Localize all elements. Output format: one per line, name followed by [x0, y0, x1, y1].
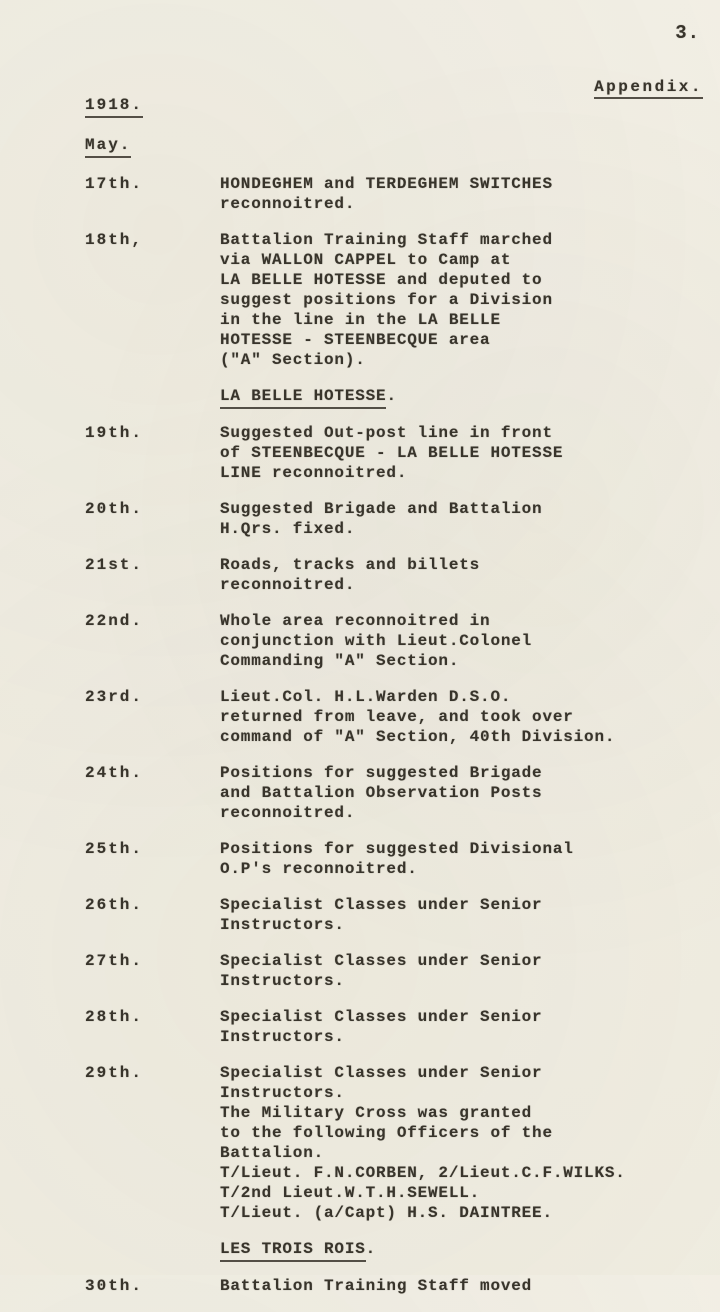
year-label-text: 1918.	[85, 95, 143, 118]
diary-entry	[85, 1007, 720, 1047]
entry-date: 28th.	[85, 1008, 144, 1026]
entry-date: 29th.	[85, 1064, 144, 1082]
entry-line: Battalion Training Staff moved	[220, 1277, 533, 1295]
entry-line: of STEENBECQUE - LA BELLE HOTESSE	[220, 444, 564, 462]
entry-date: 17th.	[85, 175, 144, 193]
entry-line: Positions for suggested Brigade	[220, 764, 543, 782]
entry-text	[220, 230, 720, 370]
diary-content	[85, 95, 720, 1312]
entry-text	[220, 951, 720, 991]
entry-text	[220, 1276, 720, 1296]
entry-line: LA BELLE HOTESSE and deputed to	[220, 271, 543, 289]
entry-date: 23rd.	[85, 688, 144, 706]
entry-line: T/Lieut. F.N.CORBEN, 2/Lieut.C.F.WILKS.	[220, 1164, 626, 1182]
entry-date: 24th.	[85, 764, 144, 782]
entry-line: Instructors.	[220, 1084, 345, 1102]
entry-date: 22nd.	[85, 612, 144, 630]
entry-line: Suggested Out-post line in front	[220, 424, 553, 442]
diary-entry	[85, 230, 720, 370]
section-heading-text: LES TROIS ROIS	[220, 1239, 366, 1262]
entry-date: 19th.	[85, 424, 144, 442]
month-label	[85, 135, 720, 158]
section-heading: LA BELLE HOTESSE.	[220, 386, 720, 409]
entry-text	[220, 499, 720, 539]
entry-line: conjunction with Lieut.Colonel	[220, 632, 533, 650]
diary-entry	[85, 895, 720, 935]
entry-line: Lieut.Col. H.L.Warden D.S.O.	[220, 688, 512, 706]
entry-line: reconnoitred.	[220, 576, 356, 594]
entry-date: 30th.	[85, 1277, 144, 1295]
section-heading: LES TROIS ROIS.	[220, 1239, 720, 1262]
diary-entry	[85, 499, 720, 539]
entry-line: Battalion.	[220, 1144, 325, 1162]
entry-line: Commanding "A" Section.	[220, 652, 460, 670]
entry-line: via WALLON CAPPEL to Camp at	[220, 251, 512, 269]
entry-line: Specialist Classes under Senior	[220, 1064, 543, 1082]
entry-line: command of "A" Section, 40th Division.	[220, 728, 616, 746]
entry-line: Instructors.	[220, 916, 345, 934]
entry-line: reconnoitred.	[220, 195, 356, 213]
entry-line: LINE reconnoitred.	[220, 464, 408, 482]
entry-line: H.Qrs. fixed.	[220, 520, 356, 538]
diary-entries	[85, 174, 720, 1296]
diary-entry	[85, 763, 720, 823]
entry-line: Specialist Classes under Senior	[220, 1008, 543, 1026]
entry-text	[220, 423, 720, 483]
entry-line: O.P's reconnoitred.	[220, 860, 418, 878]
diary-entry	[85, 174, 720, 214]
entry-text	[220, 1063, 720, 1223]
entry-date: 27th.	[85, 952, 144, 970]
entry-date: 26th.	[85, 896, 144, 914]
entry-line: HONDEGHEM and TERDEGHEM SWITCHES	[220, 175, 553, 193]
entry-line: Specialist Classes under Senior	[220, 896, 543, 914]
entry-date: 18th,	[85, 231, 144, 249]
diary-entry	[85, 1063, 720, 1223]
entry-text	[220, 611, 720, 671]
entry-line: reconnoitred.	[220, 804, 356, 822]
entry-line: Positions for suggested Divisional	[220, 840, 574, 858]
entry-date: 20th.	[85, 500, 144, 518]
appendix-label-text: Appendix.	[594, 78, 703, 99]
diary-entry	[85, 839, 720, 879]
year-label	[85, 95, 720, 118]
entry-line: T/2nd Lieut.W.T.H.SEWELL.	[220, 1184, 481, 1202]
entry-line: T/Lieut. (a/Capt) H.S. DAINTREE.	[220, 1204, 553, 1222]
diary-entry	[85, 1276, 720, 1296]
diary-entry	[85, 555, 720, 595]
entry-line: returned from leave, and took over	[220, 708, 574, 726]
entry-line: Instructors.	[220, 972, 345, 990]
entry-line: to the following Officers of the	[220, 1124, 553, 1142]
entry-text	[220, 839, 720, 879]
entry-line: Specialist Classes under Senior	[220, 952, 543, 970]
entry-text	[220, 555, 720, 595]
entry-line: HOTESSE - STEENBECQUE area	[220, 331, 491, 349]
entry-text	[220, 895, 720, 935]
entry-line: suggest positions for a Division	[220, 291, 553, 309]
section-heading-text: LA BELLE HOTESSE	[220, 386, 386, 409]
diary-entry	[85, 611, 720, 671]
entry-line: and Battalion Observation Posts	[220, 784, 543, 802]
entry-line: Instructors.	[220, 1028, 345, 1046]
diary-entry	[85, 687, 720, 747]
entry-date: 25th.	[85, 840, 144, 858]
entry-text	[220, 1007, 720, 1047]
entry-line: in the line in the LA BELLE	[220, 311, 501, 329]
entry-line: Battalion Training Staff marched	[220, 231, 553, 249]
entry-text	[220, 687, 720, 747]
diary-entry	[85, 951, 720, 991]
entry-date: 21st.	[85, 556, 144, 574]
diary-entry	[85, 423, 720, 483]
entry-line: Suggested Brigade and Battalion	[220, 500, 543, 518]
entry-line: Whole area reconnoitred in	[220, 612, 491, 630]
entry-line: ("A" Section).	[220, 351, 366, 369]
page-number: 3.	[675, 22, 700, 44]
entry-line: Roads, tracks and billets	[220, 556, 481, 574]
entry-line: The Military Cross was granted	[220, 1104, 533, 1122]
entry-text	[220, 763, 720, 823]
month-label-text: May.	[85, 135, 131, 158]
entry-text	[220, 174, 720, 214]
